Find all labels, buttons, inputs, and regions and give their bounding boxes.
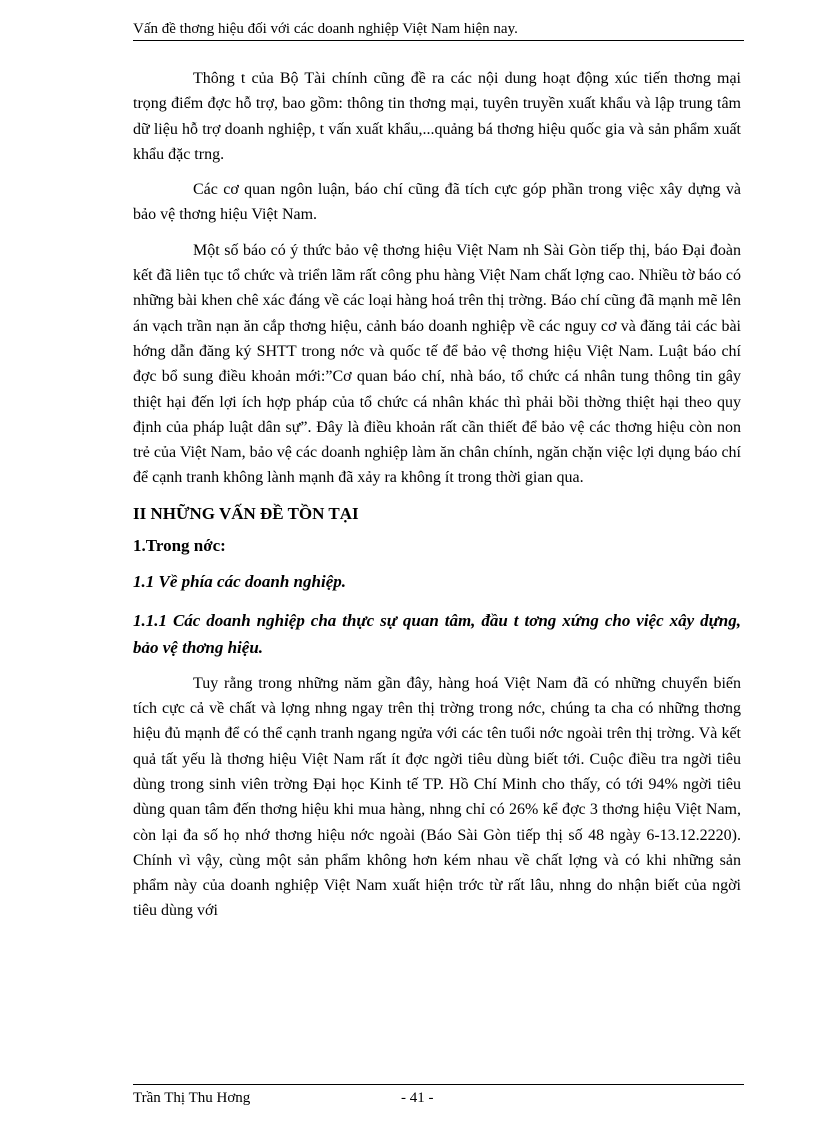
subsubsection-heading: 1.1 Về phía các doanh nghiệp. xyxy=(133,571,346,591)
footer-author: Trần Thị Thu Hơng xyxy=(133,1090,251,1106)
section-heading: II NHỮNG VẤN ĐỀ TỒN TẠI xyxy=(133,503,359,523)
paragraph-survey: Tuy rằng trong những năm gần đây, hàng hoá Việt Nam đã có những chuyển biến tích cực cả về chất và lợng nhng ngay trên thị trờng trong nớc, chúng ta cha có những thơng hiệu đủ mạnh để có thể cạnh tranh ngang ngửa với các tên tuổi nớc ngoài trên thị trờng. Và kết quả tất yếu là thơng hiệu Việt Nam rất ít đợc ngời tiêu dùng biết tới. Cuộc điều tra ngời tiêu dùng trong sinh viên trờng Đại học Kinh tế TP. Hồ Chí Minh cho thấy, có tới 94% ngời tiêu dùng quan tâm đến thơng hiệu khi mua hàng, nhng chỉ có 26% kể đợc 3 thơng hiệu Việt Nam, còn lại đa số họ nhớ thơng hiệu nớc ngoài (Báo Sài Gòn tiếp thị số 48 ngày 6-13.12.2220). Chính vì vậy, cùng một sản phẩm không hơn kém nhau về chất lợng và có khi những sản phẩm này của doanh nghiệp Việt Nam xuất hiện trớc từ rất lâu, nhng do nhận biết của ngời tiêu dùng với xyxy=(133,674,741,920)
paragraph-press-role: Các cơ quan ngôn luận, báo chí cũng đã tích cực góp phần trong việc xây dựng và bảo vệ thơng hiệu Việt Nam. xyxy=(133,181,741,224)
paragraph-trade-promotion: Thông t của Bộ Tài chính cũng đề ra các nội dung hoạt động xúc tiến thơng mại trọng điểm đợc hỗ trợ, bao gồm: thông tin thơng mại, tuyên truyền xuất khẩu và lập trung tâm dữ liệu hỗ trợ doanh nghiệp, t vấn xuất khẩu,...quảng bá thơng hiệu quốc gia và sản phẩm xuất khẩu đặc trng. xyxy=(133,70,741,163)
page-number: - 41 - xyxy=(401,1090,434,1106)
document-body xyxy=(133,66,741,934)
page-header: Vấn đề thơng hiệu đối với các doanh nghiệp Việt Nam hiện nay. xyxy=(133,20,744,41)
paragraph-press-law: Một số báo có ý thức bảo vệ thơng hiệu Việt Nam nh Sài Gòn tiếp thị, báo Đại đoàn kết đã liên tục tổ chức và triển lãm rất công phu hàng Việt Nam chất lợng cao. Nhiều tờ báo có những bài khen chê xác đáng về các loại hàng hoá trên thị trờng. Báo chí cũng đã mạnh mẽ lên án vạch trần nạn ăn cắp thơng hiệu, cảnh báo doanh nghiệp về các nguy cơ và đăng tải các bài hớng dẫn đăng ký SHTT trong nớc và quốc tế để bảo vệ thơng hiệu Việt Nam. Luật báo chí đợc bổ sung điều khoản mới:”Cơ quan báo chí, nhà báo, tổ chức cá nhân tung thông tin gây thiệt hại đến lợi ích hợp pháp của tổ chức cá nhân khác thì phải bồi thờng thiệt hại theo quy định của pháp luật dân sự”. Đây là điều khoản rất cần thiết để bảo vệ các thơng hiệu còn non trẻ của Việt Nam, bảo vệ các doanh nghiệp làm ăn chân chính, ngăn chặn việc lợi dụng báo chí để cạnh tranh không lành mạnh đã xảy ra không ít trong thời gian qua. xyxy=(133,241,741,487)
subsection-heading: 1.Trong nớc: xyxy=(133,535,226,555)
page-footer xyxy=(133,1084,744,1106)
subsubsubsection-heading: 1.1.1 Các doanh nghiệp cha thực sự quan tâm, đầu t tơng xứng cho việc xây dựng, bảo vệ thơng hiệu. xyxy=(133,610,741,657)
